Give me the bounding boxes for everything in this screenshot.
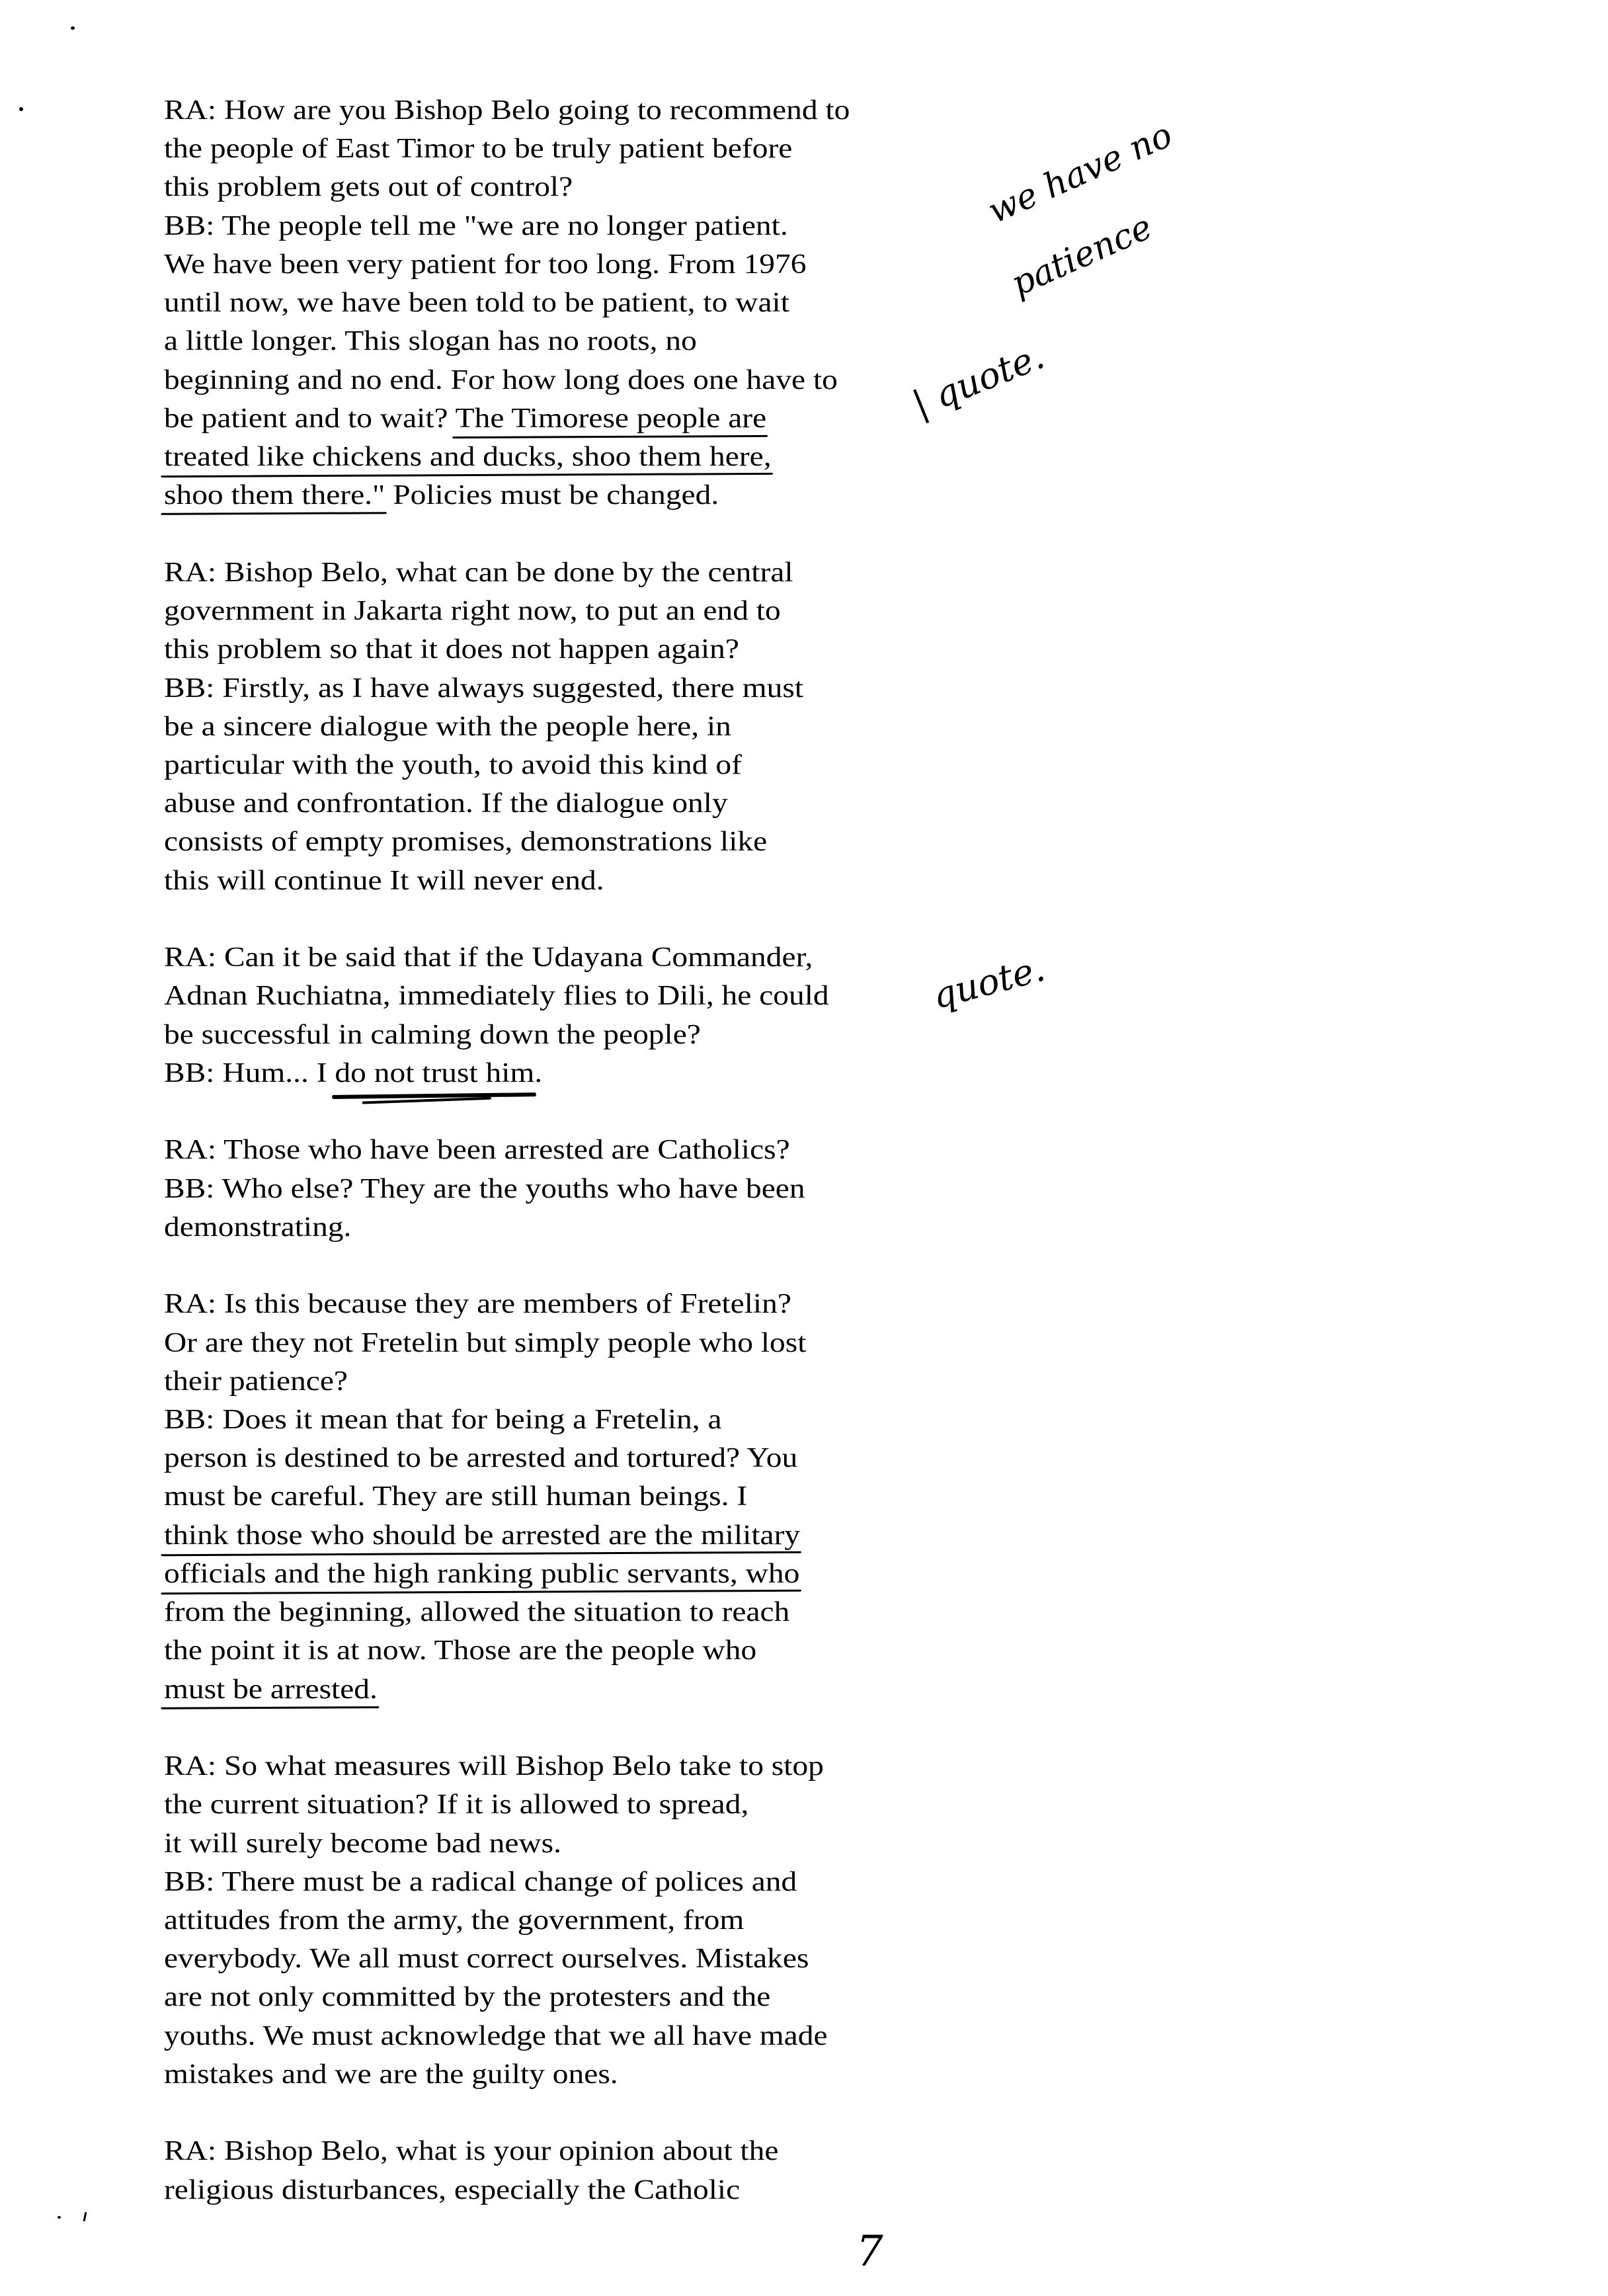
text-line: government in Jakarta right now, to put an end to — [164, 596, 781, 627]
text-segment: . — [534, 1057, 543, 1088]
text-line: consists of empty promises, demonstrations like — [164, 827, 768, 858]
underlined-quote — [164, 1559, 799, 1589]
text-line: abuse and confrontation. If the dialogue only — [164, 788, 728, 819]
text-line: RA: So what measures will Bishop Belo take to stop — [164, 1751, 824, 1782]
underlined-quote — [164, 1674, 378, 1705]
underlined-text: do not trust him — [335, 1057, 535, 1088]
text-segment: Policies must be changed. — [385, 480, 719, 511]
text-line: their patience? — [164, 1366, 348, 1397]
text-line: the point it is at now. Those are the people who — [164, 1635, 757, 1666]
text-line: youths. We must acknowledge that we all have made — [164, 2020, 828, 2051]
text-line: RA: Bishop Belo, what is your opinion about the — [164, 2136, 779, 2167]
text-line: BB: Who else? They are the youths who have been — [164, 1173, 805, 1204]
qa-block-religious-disturbances — [164, 2132, 957, 2209]
handwritten-note: quote. — [928, 947, 1049, 1017]
underlined-quote — [335, 1058, 534, 1088]
text-line: RA: Can it be said that if the Udayana Commander, — [164, 942, 813, 973]
underlined-text: must be arrested. — [164, 1674, 378, 1705]
scan-speck — [19, 107, 23, 111]
text-line: BB: Firstly, as I have always suggested, there must — [164, 673, 804, 704]
text-line: religious disturbances, especially the Catholic — [164, 2174, 741, 2205]
text-line: demonstrating. — [164, 1211, 352, 1243]
text-line — [164, 1670, 1061, 1709]
text-line: from the beginning, allowed the situation to reach — [164, 1597, 790, 1628]
underlined-text: think those who should be arrested are the military — [164, 1520, 801, 1551]
text-line: this problem gets out of control? — [164, 172, 573, 203]
handwritten-underline — [161, 1706, 379, 1709]
underlined-quote — [456, 403, 767, 434]
qa-block-patience — [164, 91, 957, 515]
qa-block-commander — [164, 938, 957, 1092]
text-line: BB: Does it mean that for being a Fretelin, a — [164, 1404, 722, 1435]
qa-block-measures — [164, 1747, 957, 2094]
text-line: must be careful. They are still human beings. I — [164, 1481, 748, 1512]
text-segment: be patient and to wait? — [164, 403, 456, 434]
handwritten-underline — [332, 1092, 536, 1099]
text-line: We have been very patient for too long. From 1976 — [164, 249, 807, 280]
text-line: RA: Is this because they are members of Fretelin? — [164, 1289, 791, 1320]
underlined-text: treated like chickens and ducks, shoo them here, — [164, 442, 772, 473]
text-line: the current situation? If it is allowed to spread, — [164, 1789, 749, 1821]
qa-block-arrested-catholics — [164, 1131, 957, 1247]
text-line: person is destined to be arrested and tortured? You — [164, 1443, 798, 1474]
underlined-quote — [164, 442, 772, 472]
handwritten-note: patience — [1005, 207, 1158, 304]
text-line: be successful in calming down the people? — [164, 1019, 701, 1050]
interview-transcript — [164, 91, 957, 2248]
text-line: everybody. We all must correct ourselves. Mistakes — [164, 1944, 809, 1975]
text-line: it will surely become bad news. — [164, 1828, 562, 1859]
text-line — [164, 476, 1061, 514]
text-line: beginning and no end. For how long does one have to — [164, 364, 838, 395]
handwritten-note: we have no — [982, 115, 1179, 231]
text-line — [164, 438, 1061, 476]
text-line: are not only committed by the protesters and the — [164, 1982, 771, 2013]
text-line: until now, we have been told to be patient, to wait — [164, 288, 789, 319]
text-line — [164, 1555, 1061, 1593]
page-number: 7 — [856, 2227, 883, 2276]
text-line: particular with the youth, to avoid this kind of — [164, 749, 742, 780]
text-line: BB: The people tell me "we are no longer patient. — [164, 210, 788, 241]
text-line: this problem so that it does not happen again? — [164, 634, 739, 665]
underlined-quote — [164, 1520, 800, 1551]
text-line: Or are they not Fretelin but simply people who lost — [164, 1327, 807, 1358]
text-line: mistakes and we are the guilty ones. — [164, 2059, 618, 2090]
underlined-text: The Timorese people are — [455, 403, 767, 434]
text-line: the people of East Timor to be truly patient before — [164, 134, 793, 165]
handwritten-underline — [161, 512, 386, 516]
underlined-text: officials and the high ranking public servants, who — [164, 1558, 800, 1589]
scan-speck — [83, 2212, 87, 2221]
text-line: a little longer. This slogan has no roots, no — [164, 326, 697, 357]
handwritten-note: | quote. — [906, 335, 1050, 425]
text-line: be a sincere dialogue with the people here, in — [164, 711, 731, 742]
text-line: BB: There must be a radical change of polices and — [164, 1866, 797, 1897]
scan-speck — [58, 2216, 61, 2219]
text-line: attitudes from the army, the government, from — [164, 1905, 744, 1936]
qa-block-fretelin — [164, 1285, 957, 1709]
text-line — [164, 1054, 1061, 1092]
text-line: RA: How are you Bishop Belo going to recommend to — [164, 95, 850, 126]
qa-block-jakarta — [164, 554, 957, 900]
scan-speck — [71, 26, 75, 30]
underlined-quote — [164, 480, 385, 511]
text-line: RA: Bishop Belo, what can be done by the central — [164, 557, 793, 588]
text-line — [164, 1516, 1061, 1555]
text-segment: BB: Hum... I — [164, 1057, 335, 1088]
text-line: this will continue It will never end. — [164, 865, 604, 896]
underlined-text: shoo them there." — [164, 480, 385, 511]
text-line: Adnan Ruchiatna, immediately flies to Dili, he could — [164, 981, 829, 1012]
text-line: RA: Those who have been arrested are Catholics? — [164, 1135, 790, 1166]
